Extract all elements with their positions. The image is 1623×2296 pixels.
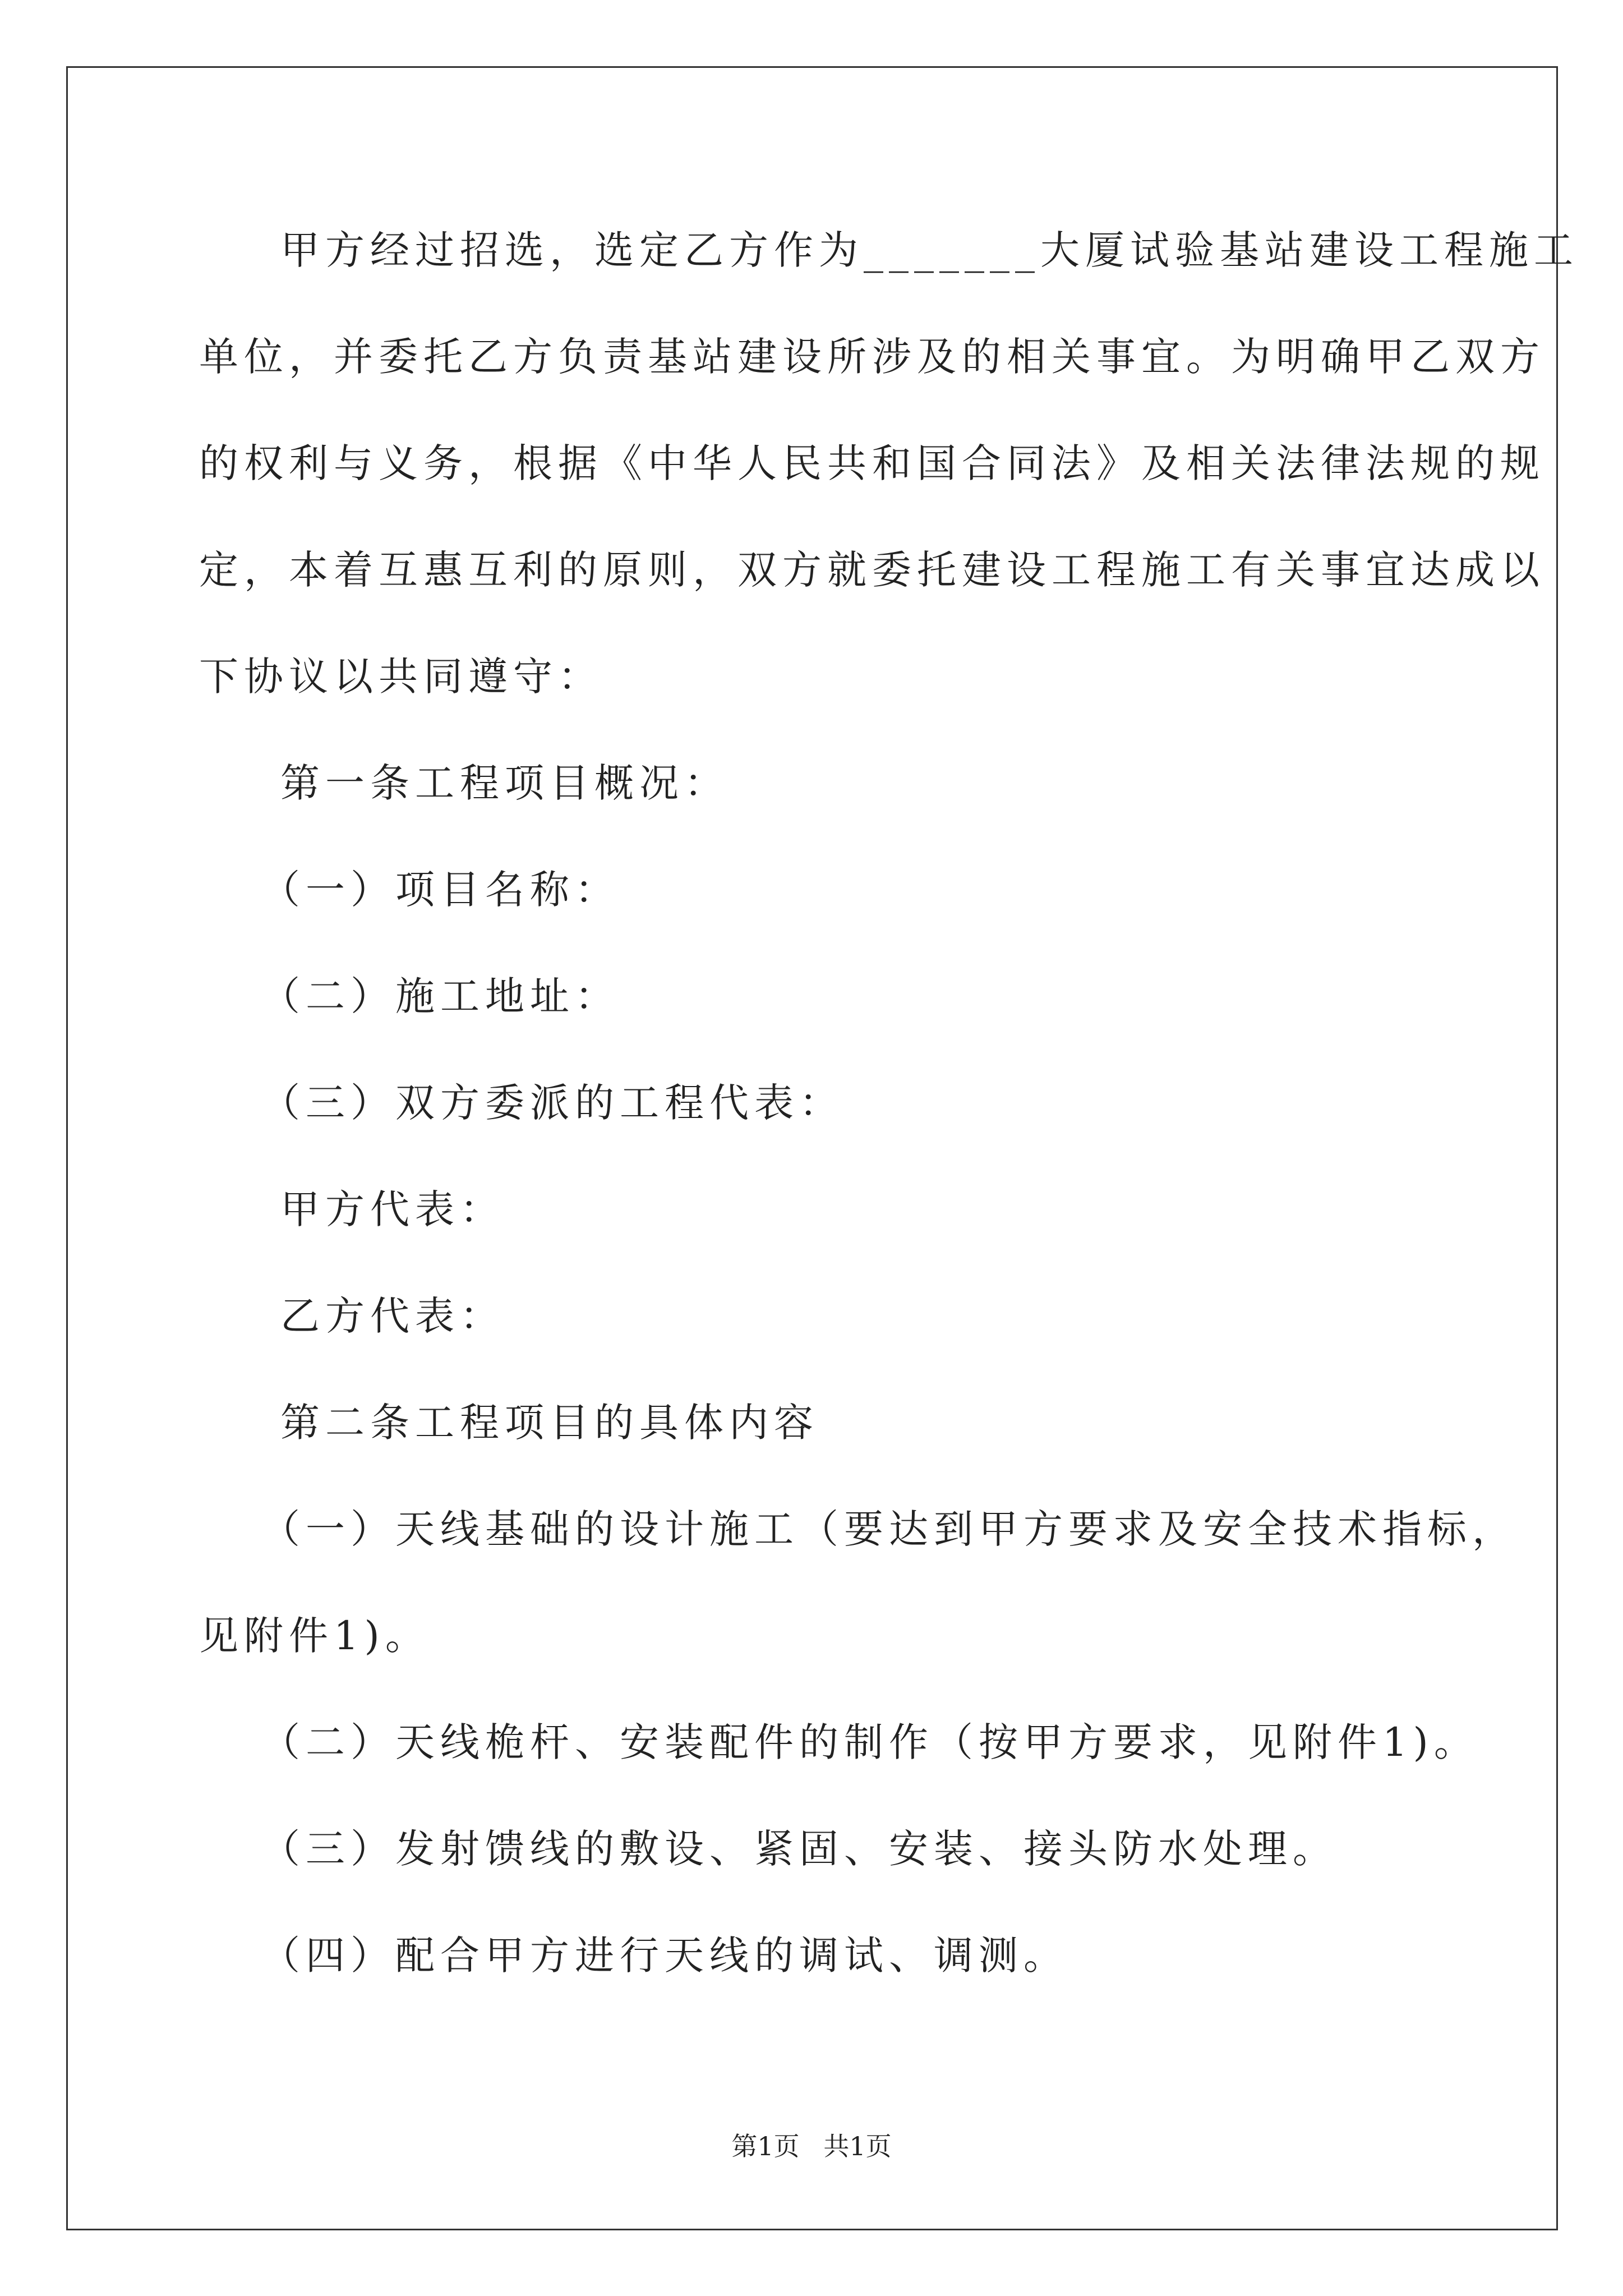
text-line: 单位，并委托乙方负责基站建设所涉及的相关事宜。为明确甲乙双方 xyxy=(199,334,1545,380)
section-heading-article-1: 第一条工程项目概况： xyxy=(280,760,729,806)
page-border xyxy=(66,66,1558,2230)
list-item-feeder-installation: （三）发射馈线的敷设、紧固、安装、接头防水处理。 xyxy=(261,1826,1338,1872)
party-b-representative: 乙方代表： xyxy=(280,1293,505,1339)
list-item-antenna-mast: （二）天线桅杆、安装配件的制作（按甲方要求，见附件1)。 xyxy=(261,1719,1479,1765)
text-line: 甲方经过招选，选定乙方作为_______大厦试验基站建设工程施工 xyxy=(280,227,1579,273)
text-line: 下协议以共同遵守： xyxy=(199,654,603,700)
text-line: 定，本着互惠互利的原则，双方就委托建设工程施工有关事宜达成以 xyxy=(199,547,1545,593)
page-number-total: 共1页 xyxy=(823,2131,892,2161)
page-footer xyxy=(0,2126,1623,2163)
section-heading-article-2: 第二条工程项目的具体内容 xyxy=(280,1400,819,1446)
list-item-representatives: （三）双方委派的工程代表： xyxy=(261,1080,844,1126)
text-line: （一）天线基础的设计施工（要达到甲方要求及安全技术指标， xyxy=(261,1506,1517,1552)
list-item-antenna-testing: （四）配合甲方进行天线的调试、调测。 xyxy=(261,1932,1068,1978)
list-item-project-name: （一）项目名称： xyxy=(261,867,620,913)
party-a-representative: 甲方代表： xyxy=(280,1186,505,1232)
text-line: 见附件1)。 xyxy=(199,1613,430,1659)
list-item-site-address: （二）施工地址： xyxy=(261,973,620,1019)
page-number-current: 第1页 xyxy=(731,2131,800,2161)
text-line: 的权利与义务，根据《中华人民共和国合同法》及相关法律法规的规 xyxy=(199,440,1545,486)
